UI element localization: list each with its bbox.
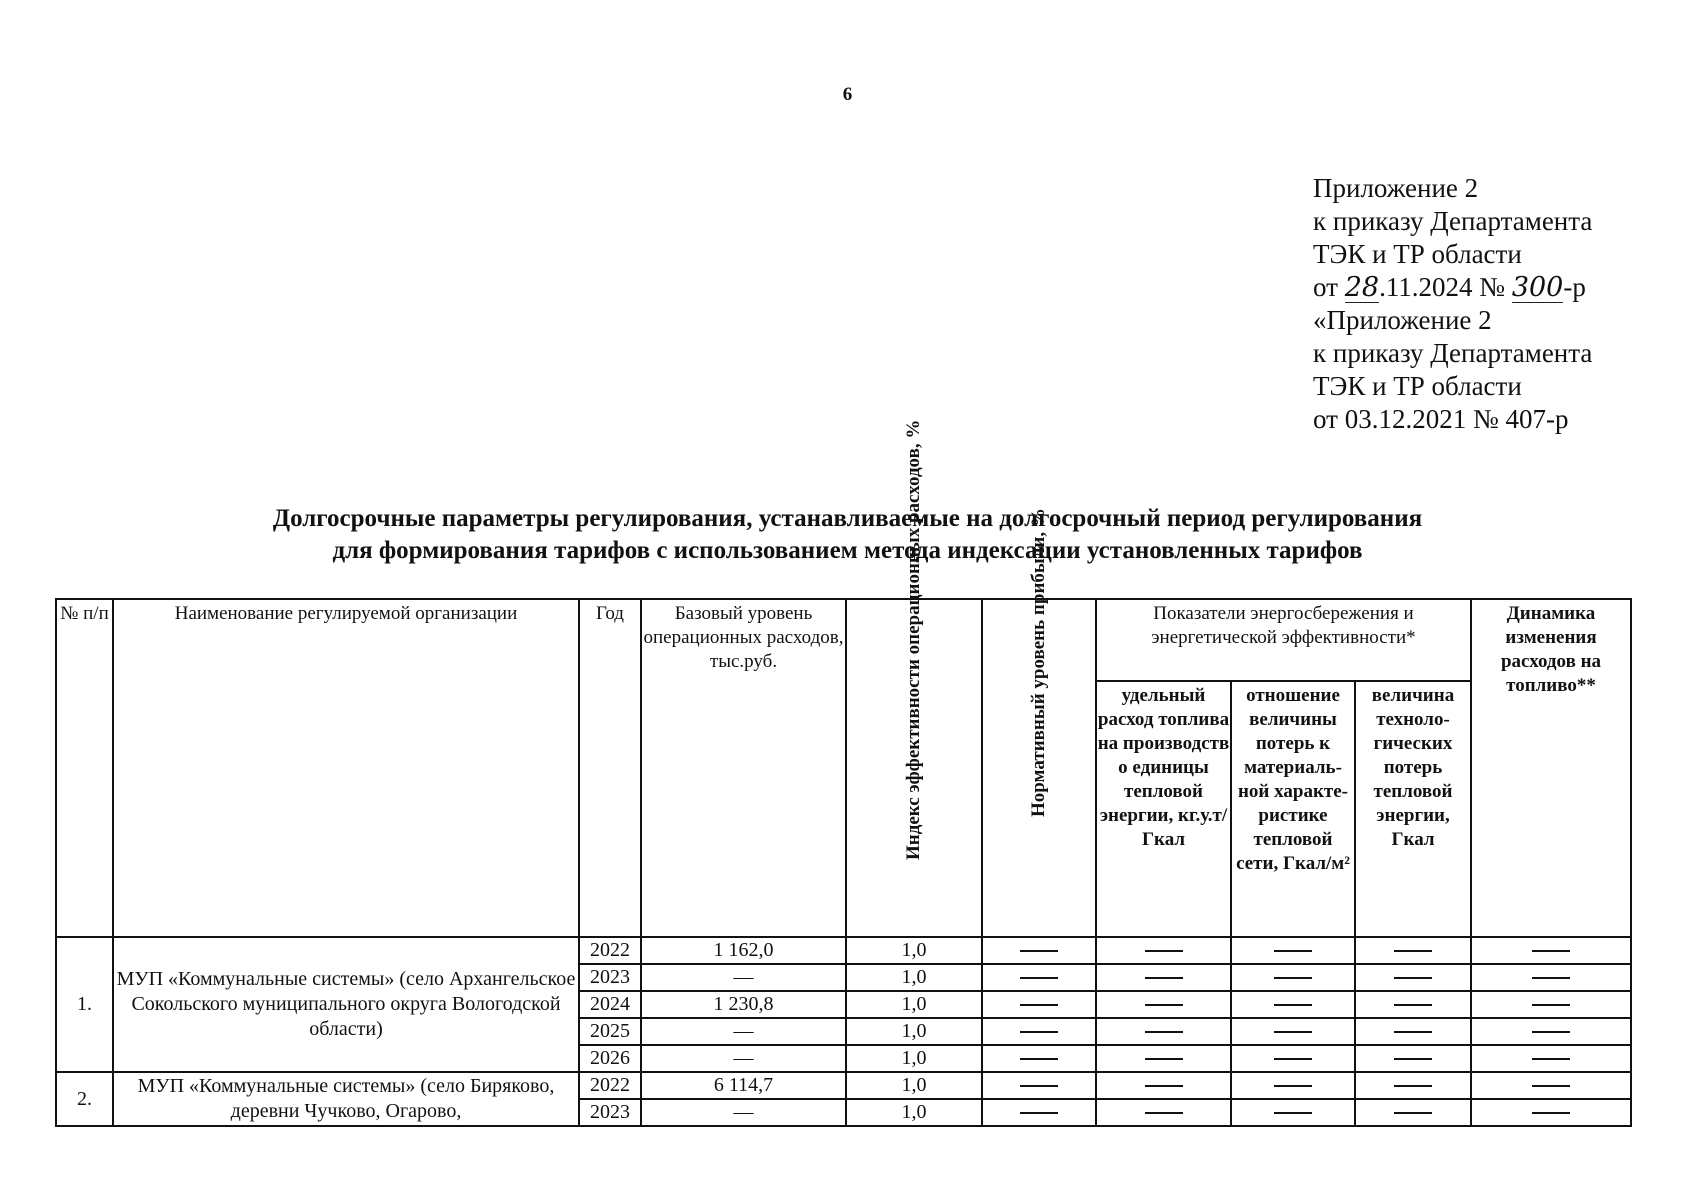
efficiency-index-cell: 1,0 bbox=[846, 1018, 982, 1045]
loss-value-cell bbox=[1355, 937, 1471, 964]
loss-ratio-cell bbox=[1231, 991, 1355, 1018]
header-efficiency-index-text: Индекс эффективности операционных расходов, % bbox=[903, 419, 924, 860]
dash-mark bbox=[1394, 1085, 1432, 1087]
year-cell: 2022 bbox=[579, 937, 641, 964]
efficiency-index-cell: 1,0 bbox=[846, 964, 982, 991]
dash-mark bbox=[1532, 977, 1570, 979]
organization-name: МУП «Коммунальные системы» (село Архангельское Сокольского муниципального округа Вологодской области) bbox=[113, 937, 579, 1072]
dash-mark bbox=[1532, 1085, 1570, 1087]
loss-ratio-cell bbox=[1231, 1018, 1355, 1045]
appendix-line: к приказу Департамента bbox=[1313, 338, 1593, 368]
base-opex-cell: — bbox=[641, 1018, 846, 1045]
fuel-dynamics-cell bbox=[1471, 1018, 1631, 1045]
dash-mark bbox=[1394, 1112, 1432, 1114]
dash-mark bbox=[1145, 1031, 1183, 1033]
loss-value-cell bbox=[1355, 1099, 1471, 1126]
fuel-dynamics-cell bbox=[1471, 1072, 1631, 1099]
header-fuel-dynamics: Динамика изменения расходов на топливо** bbox=[1471, 599, 1631, 937]
dash-mark bbox=[1394, 977, 1432, 979]
appendix-line: ТЭК и ТР области bbox=[1313, 239, 1522, 269]
normative-profit-cell bbox=[982, 1018, 1096, 1045]
appendix-order-line bbox=[1313, 271, 1592, 304]
header-year: Год bbox=[579, 599, 641, 937]
loss-value-cell bbox=[1355, 1072, 1471, 1099]
header-organization: Наименование регулируемой организации bbox=[113, 599, 579, 937]
base-opex-cell: — bbox=[641, 1045, 846, 1072]
year-cell: 2026 bbox=[579, 1045, 641, 1072]
dash-mark bbox=[1394, 1031, 1432, 1033]
specific-fuel-cell bbox=[1096, 991, 1231, 1018]
year-cell: 2023 bbox=[579, 964, 641, 991]
dash-mark bbox=[1020, 1112, 1058, 1114]
header-number: № п/п bbox=[56, 599, 113, 937]
handwritten-order-number: 300 bbox=[1511, 272, 1564, 303]
appendix-line: от 03.12.2021 № 407-р bbox=[1313, 404, 1569, 434]
dash-mark bbox=[1394, 1058, 1432, 1060]
order-prefix: от bbox=[1313, 272, 1338, 302]
row-number: 2. bbox=[56, 1072, 113, 1126]
dash-mark bbox=[1274, 950, 1312, 952]
fuel-dynamics-cell bbox=[1471, 1099, 1631, 1126]
dash-mark bbox=[1020, 977, 1058, 979]
order-date: .11.2024 № bbox=[1379, 272, 1506, 302]
normative-profit-cell bbox=[982, 1072, 1096, 1099]
year-cell: 2025 bbox=[579, 1018, 641, 1045]
year-cell: 2024 bbox=[579, 991, 641, 1018]
header-specific-fuel: удельный расход топлива на производств о единицы тепловой энергии, кг.у.т/Гкал bbox=[1096, 681, 1231, 937]
base-opex-cell: 1 162,0 bbox=[641, 937, 846, 964]
appendix-line: «Приложение 2 bbox=[1313, 305, 1492, 335]
appendix-line: ТЭК и ТР области bbox=[1313, 371, 1522, 401]
efficiency-index-cell: 1,0 bbox=[846, 991, 982, 1018]
efficiency-index-cell: 1,0 bbox=[846, 1099, 982, 1126]
year-cell: 2023 bbox=[579, 1099, 641, 1126]
table-row bbox=[56, 1072, 1631, 1099]
dash-mark bbox=[1532, 1031, 1570, 1033]
order-suffix: -р bbox=[1563, 272, 1586, 302]
header-base-opex: Базовый уровень операционных расходов, тыс.руб. bbox=[641, 599, 846, 937]
appendix-line: Приложение 2 bbox=[1313, 173, 1479, 203]
normative-profit-cell bbox=[982, 937, 1096, 964]
title-line: для формирования тарифов с использованием метода индексации установленных тарифов bbox=[332, 537, 1363, 564]
dash-mark bbox=[1274, 1058, 1312, 1060]
loss-ratio-cell bbox=[1231, 1072, 1355, 1099]
table-body bbox=[56, 937, 1631, 1126]
loss-ratio-cell bbox=[1231, 964, 1355, 991]
specific-fuel-cell bbox=[1096, 1018, 1231, 1045]
efficiency-index-cell: 1,0 bbox=[846, 937, 982, 964]
fuel-dynamics-cell bbox=[1471, 964, 1631, 991]
title-line: Долгосрочные параметры регулирования, устанавливаемые на долгосрочный период регулирования bbox=[272, 505, 1423, 532]
document-title bbox=[0, 503, 1695, 567]
table-row bbox=[56, 937, 1631, 964]
dash-mark bbox=[1145, 1112, 1183, 1114]
header-loss-ratio: отношение величины потерь к материаль-ной характе-ристике тепловой сети, Гкал/м² bbox=[1231, 681, 1355, 937]
page-number: 6 bbox=[842, 84, 853, 105]
fuel-dynamics-cell bbox=[1471, 991, 1631, 1018]
dash-mark bbox=[1532, 1004, 1570, 1006]
specific-fuel-cell bbox=[1096, 1072, 1231, 1099]
dash-mark bbox=[1145, 1058, 1183, 1060]
base-opex-cell: — bbox=[641, 1099, 846, 1126]
dash-mark bbox=[1532, 1058, 1570, 1060]
specific-fuel-cell bbox=[1096, 964, 1231, 991]
year-cell: 2022 bbox=[579, 1072, 641, 1099]
normative-profit-cell bbox=[982, 991, 1096, 1018]
loss-value-cell bbox=[1355, 991, 1471, 1018]
header-loss-value: величина техноло-гических потерь тепловой энергии, Гкал bbox=[1355, 681, 1471, 937]
dash-mark bbox=[1394, 950, 1432, 952]
dash-mark bbox=[1020, 950, 1058, 952]
handwritten-day: 28 bbox=[1344, 272, 1380, 303]
fuel-dynamics-cell bbox=[1471, 1045, 1631, 1072]
loss-value-cell bbox=[1355, 1018, 1471, 1045]
efficiency-index-cell: 1,0 bbox=[846, 1045, 982, 1072]
loss-ratio-cell bbox=[1231, 1099, 1355, 1126]
base-opex-cell: — bbox=[641, 964, 846, 991]
dash-mark bbox=[1274, 1085, 1312, 1087]
fuel-dynamics-cell bbox=[1471, 937, 1631, 964]
loss-value-cell bbox=[1355, 1045, 1471, 1072]
dash-mark bbox=[1145, 1085, 1183, 1087]
appendix-block bbox=[1313, 172, 1592, 436]
base-opex-cell: 6 114,7 bbox=[641, 1072, 846, 1099]
specific-fuel-cell bbox=[1096, 937, 1231, 964]
dash-mark bbox=[1145, 1004, 1183, 1006]
dash-mark bbox=[1274, 977, 1312, 979]
loss-value-cell bbox=[1355, 964, 1471, 991]
dash-mark bbox=[1274, 1031, 1312, 1033]
dash-mark bbox=[1145, 950, 1183, 952]
dash-mark bbox=[1532, 950, 1570, 952]
dash-mark bbox=[1274, 1004, 1312, 1006]
appendix-line: к приказу Департамента bbox=[1313, 206, 1593, 236]
dash-mark bbox=[1020, 1004, 1058, 1006]
normative-profit-cell bbox=[982, 964, 1096, 991]
dash-mark bbox=[1020, 1031, 1058, 1033]
dash-mark bbox=[1020, 1085, 1058, 1087]
header-normative-profit bbox=[982, 508, 1096, 937]
loss-ratio-cell bbox=[1231, 937, 1355, 964]
dash-mark bbox=[1532, 1112, 1570, 1114]
dash-mark bbox=[1145, 977, 1183, 979]
normative-profit-cell bbox=[982, 1045, 1096, 1072]
row-number: 1. bbox=[56, 937, 113, 1072]
dash-mark bbox=[1020, 1058, 1058, 1060]
efficiency-index-cell: 1,0 bbox=[846, 1072, 982, 1099]
dash-mark bbox=[1394, 1004, 1432, 1006]
header-efficiency-index bbox=[846, 419, 982, 937]
organization-name: МУП «Коммунальные системы» (село Биряково, деревни Чучково, Огарово, bbox=[113, 1072, 579, 1126]
dash-mark bbox=[1274, 1112, 1312, 1114]
specific-fuel-cell bbox=[1096, 1045, 1231, 1072]
specific-fuel-cell bbox=[1096, 1099, 1231, 1126]
normative-profit-cell bbox=[982, 1099, 1096, 1126]
base-opex-cell: 1 230,8 bbox=[641, 991, 846, 1018]
header-energy-indicators: Показатели энергосбережения и энергетической эффективности* bbox=[1096, 599, 1471, 681]
header-normative-profit-text: Нормативный уровень прибыли, % bbox=[1028, 508, 1049, 817]
loss-ratio-cell bbox=[1231, 1045, 1355, 1072]
